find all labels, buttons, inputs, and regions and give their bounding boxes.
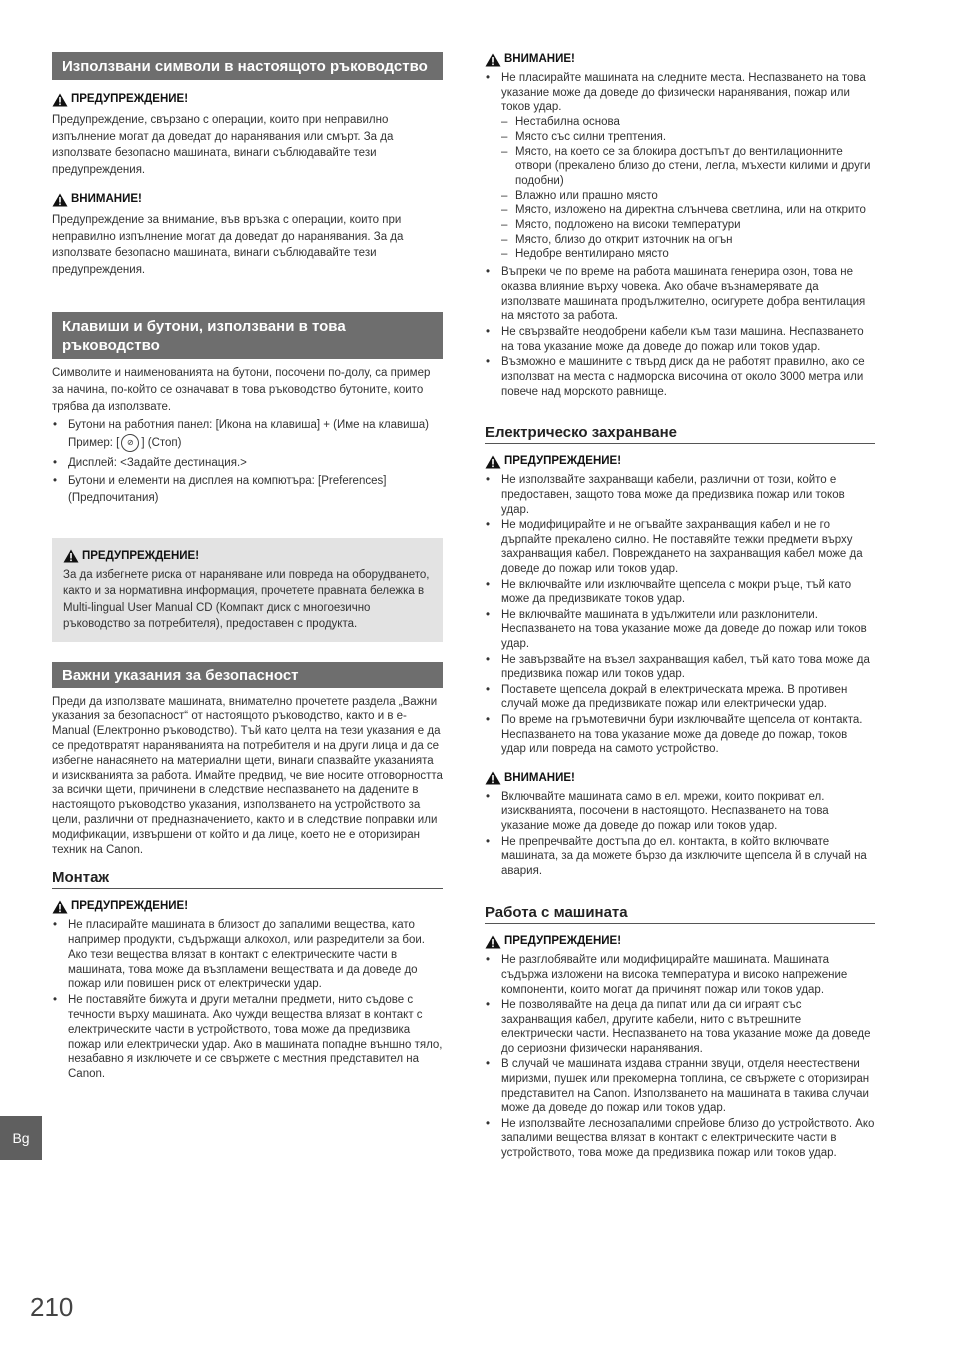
notice-heading-label: ПРЕДУПРЕЖДЕНИЕ! [82, 550, 200, 563]
list-item: • По време на гръмотевични бури изключвайте щепсела от контакта. Неспазването на това указание може да доведе до пожар, токов удар или повреда на самото устройство. [485, 713, 875, 757]
caution-list [485, 71, 875, 399]
list-item: – Нестабилна основа [501, 115, 875, 130]
caution-heading-label: ВНИМАНИЕ! [71, 193, 142, 205]
caution-heading [485, 52, 875, 67]
caution-heading [485, 771, 875, 786]
keys-list [52, 417, 443, 507]
power-caution-list [485, 790, 875, 879]
warning-triangle-icon [485, 771, 501, 785]
section-title-keys: Клавиши и бутони, използвани в това ръководство [52, 312, 443, 359]
notice-heading [63, 548, 432, 565]
list-item: • Не модифицирайте и не огъвайте захранващия кабел и не го дърпайте прекалено силно. Не поставяйте тежки предмети върху захранващия кабел. Повреждането на захранващия кабел може да доведе до пожар или токов удар. [485, 518, 875, 576]
section-heading-install: Монтаж [52, 870, 443, 889]
list-item: • Не свързвайте неодобрени кабели към тази машина. Неспазването на това указание може да доведе до пожар или токов удар. [485, 325, 875, 354]
caution-heading [52, 192, 443, 207]
warning-heading-label: ПРЕДУПРЕЖДЕНИЕ! [71, 900, 189, 913]
list-item: – Място, на което се за блокира достъпът до вентилационните отвори (прекалено близо до стени, легла, мъхести килими и други подобни) [501, 145, 875, 189]
list-item: • Не позволявайте на деца да пипат или да си играят със захранващия кабел, другите кабели, нито с вътрешните електрически части. Неспазването на това указание може да доведе до сериозни физически наранявания. [485, 998, 875, 1056]
warning-heading [52, 899, 443, 914]
warning-triangle-icon [485, 935, 501, 949]
list-item: • Бутони и елементи на дисплея на компютъра: [Preferences] (Предпочитания) [52, 473, 443, 507]
list-item: – Място, близо до открит източник на огън [501, 233, 875, 248]
list-item: • В случай че машината издава странни звуци, отделя неестествени миризми, пушек или прекомерна топлина, се свържете с оторизиран представител на Canon. Използването на машината в такива случаи може да доведе до пожар или токов удар. [485, 1057, 875, 1115]
safety-text: Преди да използвате машината, внимателно прочетете раздела „Важни указания за безопасност“ от настоящото ръководство, както и в e-Manual (Електронно ръководство). Тъй като целта на тези указания е да се предотвратят нараняванията на потребителя и на други лица и да се избегне нанасянето на материални щети, винаги спазвайте указанията и изискванията за работа. Имайте предвид, че вие носите отговорността за всички щети, причинени в следствие неспазването на дадените в настоящото ръководство указания, използването на устройството за цели, различни от предназначението, както и в следствие поправки или модификации, извършени от който и да лице, което не е оторизиран техник на Canon. [52, 695, 443, 856]
section-title-safety: Важни указания за безопасност [52, 662, 443, 688]
list-item: • Включвайте машината само в ел. мрежи, които покриват ел. изискванията, посочени в настоящото. Неспазването на това указание може да доведе до пожар или токов удар. [485, 790, 875, 834]
operation-list [485, 953, 875, 1160]
list-item: • Не поставяйте бижута и други метални предмети, нито съдове с течности върху машината. Ако чужди вещества влязат в контакт с електрическите части в устройството, това може да предизвика пожар или електрически удар. Ако в машината попадне външно тяло, незабавно я изключете и се свържете с местния представител на Canon. [52, 993, 443, 1082]
right-column [485, 52, 875, 1161]
warning-triangle-icon [52, 193, 68, 207]
list-item: – Място, подложено на високи температури [501, 218, 875, 233]
notice-text: За да избегнете риска от нараняване или повреда на оборудването, както и за нормативна информация, прочетете правната бележка в Multi-lingual User Manual CD (Компакт диск с многоезично ръководство за потребителя), предоставен с продукта. [63, 568, 430, 631]
left-column [52, 52, 443, 1082]
list-item: • Не пласирайте машината на следните места. Неспазването на това указание може да доведе до физически наранявания, пожар или токов удар. – Нестабилна основа – Място със силни трептения. – Място, на което се за блокира достъпът до вентилационните отвори (прекалено близо до стени, легла, мъхести килими и други подобни) – Влажно или прашно място – Място, изложено на директна слънчева светлина, или на открито – Място, подложено на високи температури – Място, близо до открит източник на огън – Недобре вентилирано място [485, 71, 875, 262]
list-item: • Възможно е машините с твърд диск да не работят правилно, ако се използват на места с надморска височина от около 3000 метра или повече над морското равнище. [485, 355, 875, 399]
list-item: • Не включвайте машината в удължители или разклонители. Неспазването на това указание може да доведе до пожар или токов удар. [485, 608, 875, 652]
caution-heading-label: ВНИМАНИЕ! [504, 53, 575, 65]
list-item: • Не използвайте захранващи кабели, различни от този, който е предоставен, защото това може да предизвика пожар или токов удар. [485, 473, 875, 517]
stop-key-icon: ⊘ [121, 434, 139, 452]
warning-heading [52, 92, 443, 107]
places-list [501, 115, 875, 262]
warning-triangle-icon [52, 93, 68, 107]
list-item: – Място със силни трептения. [501, 130, 875, 145]
warning-triangle-icon [52, 900, 68, 914]
warning-triangle-icon [485, 53, 501, 67]
section-heading-operation: Работа с машината [485, 905, 875, 924]
list-item: • Не използвайте леснозапалими спрейове близо до устройството. Ако запалими вещества влязат в контакт с електрическите части в устройството, това може да предизвика пожар или токов удар. [485, 1117, 875, 1161]
language-tab: Bg [0, 1116, 42, 1160]
warning-heading [485, 934, 875, 949]
list-item: – Влажно или прашно място [501, 189, 875, 204]
install-list [52, 918, 443, 1082]
caution-heading-label: ВНИМАНИЕ! [504, 771, 575, 784]
warning-notice-box [52, 538, 443, 642]
page-number: 210 [30, 1292, 74, 1322]
section-title-symbols: Използвани символи в настоящото ръководство [52, 52, 443, 80]
warning-heading-label: ПРЕДУПРЕЖДЕНИЕ! [504, 455, 622, 468]
warning-heading [485, 454, 875, 469]
list-item: • Не включвайте или изключвайте щепсела с мокри ръце, тъй като може да предизвикате токов удар. [485, 578, 875, 607]
warning-triangle-icon [63, 549, 79, 563]
list-item: • Дисплей: <Задайте дестинация.> [52, 455, 443, 472]
list-item: • Не пласирайте машината в близост до запалими вещества, като например продукти, съдържащи алкохол, или разредители за бои. Ако тези вещества влязат в контакт с електрическите части в машината, това може да възпламени веществата и да доведе до пожар или повишен риск от електрически удар. [52, 918, 443, 992]
power-warning-list [485, 473, 875, 756]
list-item: • Не разглобявайте или модифицирайте машината. Машината съдържа изложени на висока температура и високо напрежение компоненти, които могат да причинят пожар или токов удар. [485, 953, 875, 997]
list-item: – Място, изложено на директна слънчева светлина, или на открито [501, 203, 875, 218]
warning-heading-label: ПРЕДУПРЕЖДЕНИЕ! [504, 935, 622, 948]
list-item: • Поставете щепсела докрай в електрическата мрежа. В противен случай може да предизвикате пожар или електрически удар. [485, 683, 875, 712]
warning-triangle-icon [485, 455, 501, 469]
list-item: • Въпреки че по време на работа машината генерира озон, това не оказва влияние върху човека. Ако обаче възнамерявате да използвате машината продължително, осигурете добра вентилация на мястото за работа. [485, 265, 875, 324]
list-item: • Не завързвайте на възел захранващия кабел, тъй като това може да предизвика пожар или токов удар. [485, 653, 875, 682]
list-item: – Недобре вентилирано място [501, 247, 875, 262]
key-example: Пример: [ ⊘ ] (Стоп) [68, 437, 182, 449]
keys-intro: Символите и наименованията на бутони, посочени по-долу, са пример за начина, по-който се означават в това ръководство бутоните, които трябва да използвате. [52, 367, 431, 413]
warning-description: Предупреждение, свързано с операции, които при неправилно изпълнение могат да доведат до наранявания или смърт. За да използвате безопасно машината, винаги съблюдавайте тези предупреждения. [52, 114, 394, 176]
caution-description: Предупреждение за внимание, във връзка с операции, които при неправилно изпълнение могат да доведат до наранявания. За да използвате безопасно машината, винаги съблюдавайте тези предупреждения. [52, 214, 404, 276]
warning-heading-label: ПРЕДУПРЕЖДЕНИЕ! [71, 93, 189, 105]
section-heading-power: Електрическо захранване [485, 425, 875, 444]
list-item: • Бутони на работния панел: [Икона на клавиша] + (Име на клавиша) Пример: [ ⊘ ] (Стоп) [52, 417, 443, 452]
list-item: • Не препречвайте достъпа до ел. контакта, в който включвате машината, за да можете бързо да изключите щепсела й в случай на авария. [485, 835, 875, 879]
